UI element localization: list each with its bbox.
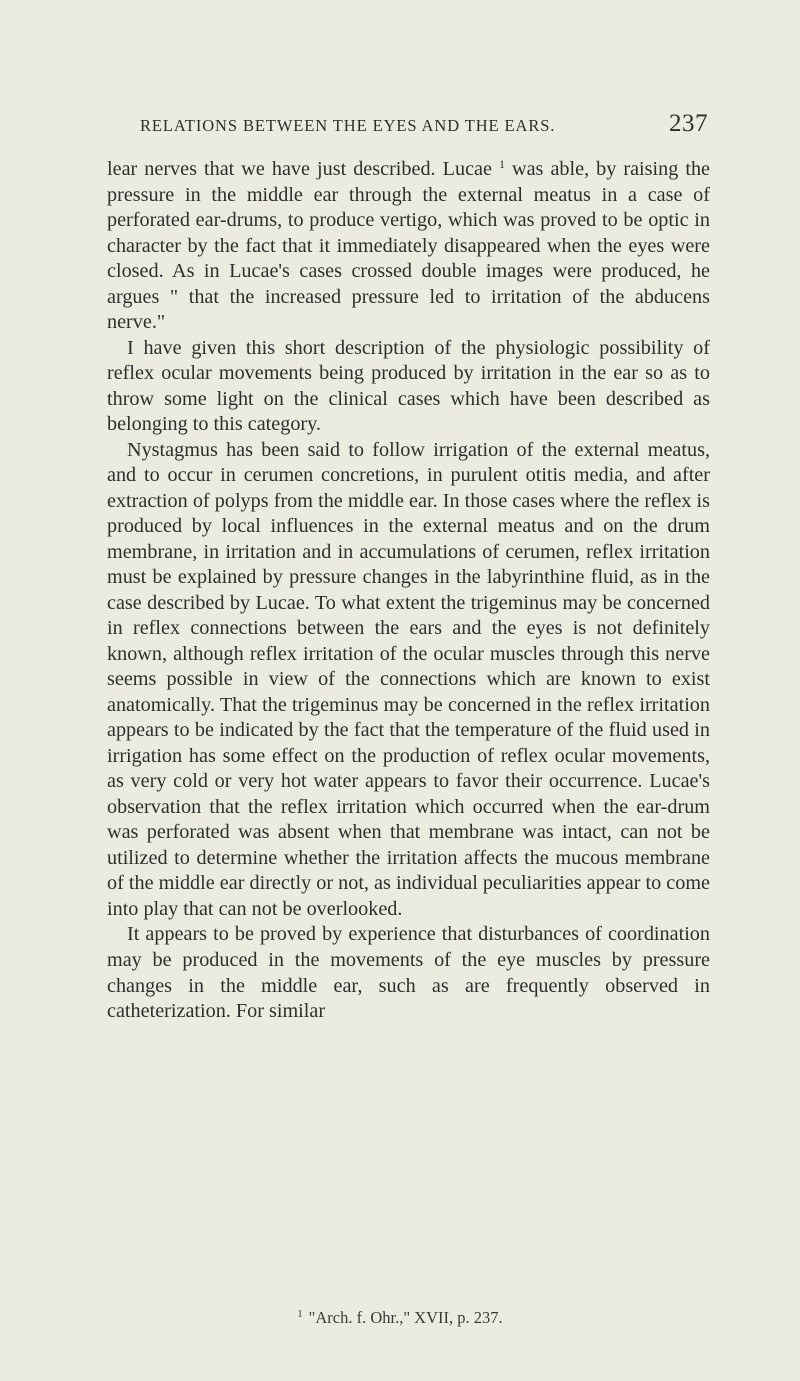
- running-head: [140, 112, 708, 142]
- body-text: [107, 157, 710, 1025]
- page-number: 237: [669, 110, 708, 137]
- footnote: [0, 1308, 800, 1328]
- paragraph-2: I have given this short description of the physiologic possibility of reflex ocular movements being produced by irritation in the ear so as to throw some light on the clinical cases which have been described as belonging to this category.: [107, 336, 710, 436]
- footnote-text: "Arch. f. Ohr.," XVII, p. 237.: [308, 1308, 503, 1327]
- paragraph-3: Nystagmus has been said to follow irrigation of the external meatus, and to occur in cerumen concretions, in purulent otitis media, and after extraction of polyps from the middle ear. In those cases where the reflex is produced by local influences in the external meatus and on the drum membrane, in irritation and in accumulations of cerumen, reflex irritation must be explained by pressure changes in the labyrinthine fluid, as in the case described by Lucae. To what extent the trigeminus may be concerned in reflex connections between the ears and the eyes is not definitely known, although reflex irritation of the ocular muscles through this nerve seems possible in view of the connections which are known to exist anatomically. That the trigeminus may be concerned in the reflex irritation appears to be indicated by the fact that the temperature of the fluid used in irrigation has some effect on the production of reflex ocular movements, as very cold or very hot water appears to favor their occurrence. Lucae's observation that the reflex irritation which occurred when the ear-drum was perforated was absent when that membrane was intact, can not be utilized to determine whether the irritation affects the mucous membrane of the middle ear directly or not, as individual peculiarities appear to come into play that can not be overlooked.: [107, 438, 710, 920]
- paragraph-4: It appears to be proved by experience that disturbances of coordination may be produced in the movements of the eye muscles by pressure changes in the middle ear, such as are frequently observed in catheterization. For similar: [107, 923, 710, 1023]
- paragraph-1-text-after-ref: was able, by raising the pressure in the middle ear through the external meatus in a case of perforated ear-drums, to produce vertigo, which was proved to be optic in character by the fact that it immediately disappeared when the eyes were closed. As in Lucae's cases crossed double images were produced, he argues " that the increased pressure led to irritation of the abducens nerve.": [107, 158, 710, 334]
- footnote-reference: 1: [498, 157, 505, 171]
- running-title: RELATIONS BETWEEN THE EYES AND THE EARS.: [140, 116, 556, 135]
- paragraph-1-text-before-ref: lear nerves that we have just described. Lucae: [107, 158, 492, 180]
- footnote-number: 1: [297, 1309, 303, 1320]
- paragraph-1: [107, 157, 710, 336]
